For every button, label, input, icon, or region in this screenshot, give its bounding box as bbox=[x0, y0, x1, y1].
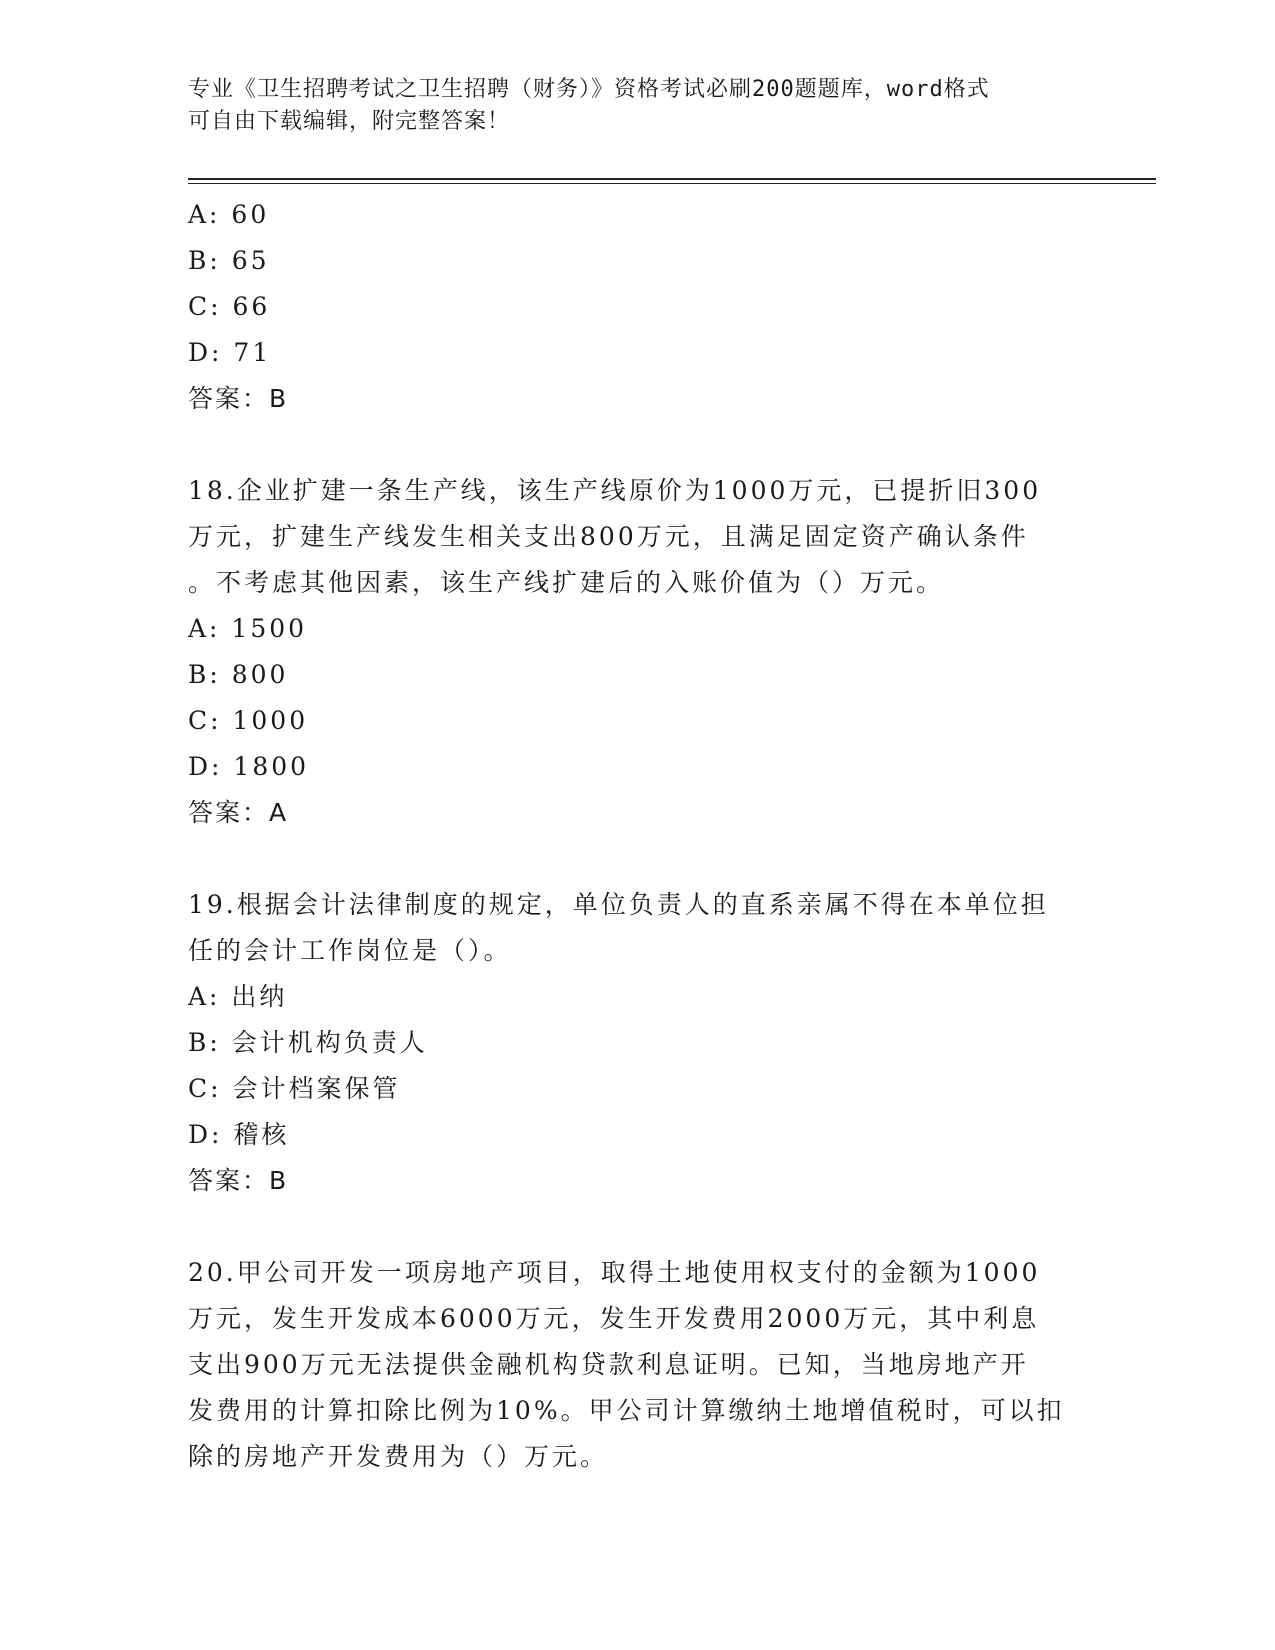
question-text-line: 万元，发生开发成本6000万元，发生开发费用2000万元，其中利息 bbox=[188, 1304, 1040, 1333]
option-c: C: 66 bbox=[188, 292, 271, 321]
question-text-line: 任的会计工作岗位是（）。 bbox=[188, 936, 512, 965]
question-18 bbox=[188, 468, 1088, 836]
header-line-1: 专业《卫生招聘考试之卫生招聘（财务）》资格考试必刷200题题库，word格式 bbox=[188, 77, 990, 102]
question-text-line: 20.甲公司开发一项房地产项目，取得土地使用权支付的金额为1000 bbox=[188, 1258, 1041, 1287]
header-rule-thick bbox=[188, 178, 1156, 180]
option-a: A: 1500 bbox=[188, 614, 308, 643]
question-17 bbox=[188, 192, 1088, 422]
option-d: D: 1800 bbox=[188, 752, 310, 781]
option-a: A: 出纳 bbox=[188, 982, 288, 1011]
answer-line: 答案：B bbox=[188, 384, 289, 413]
question-text-line: 。不考虑其他因素，该生产线扩建后的入账价值为（）万元。 bbox=[188, 568, 945, 597]
option-c: C: 1000 bbox=[188, 706, 309, 735]
answer-line: 答案：A bbox=[188, 798, 289, 827]
document-header bbox=[188, 74, 1088, 138]
option-a: A: 60 bbox=[188, 200, 270, 229]
question-text-line: 支出900万元无法提供金融机构贷款利息证明。已知，当地房地产开 bbox=[188, 1350, 1029, 1379]
answer-line: 答案：B bbox=[188, 1166, 289, 1195]
option-b: B: 65 bbox=[188, 246, 270, 275]
question-text-line: 19.根据会计法律制度的规定，单位负责人的直系亲属不得在本单位担 bbox=[188, 890, 1049, 919]
question-text-line: 除的房地产开发费用为（）万元。 bbox=[188, 1442, 609, 1471]
option-d: D: 稽核 bbox=[188, 1120, 290, 1149]
question-text-line: 18.企业扩建一条生产线，该生产线原价为1000万元，已提折旧300 bbox=[188, 476, 1042, 505]
option-b: B: 会计机构负责人 bbox=[188, 1028, 428, 1057]
question-19 bbox=[188, 882, 1088, 1204]
header-rule-thin bbox=[188, 183, 1156, 184]
header-line-2: 可自由下载编辑，附完整答案！ bbox=[188, 109, 511, 134]
option-b: B: 800 bbox=[188, 660, 289, 689]
question-list bbox=[188, 192, 1088, 1480]
option-d: D: 71 bbox=[188, 338, 272, 367]
question-20 bbox=[188, 1250, 1088, 1480]
option-c: C: 会计档案保管 bbox=[188, 1074, 401, 1103]
question-text-line: 万元，扩建生产线发生相关支出800万元，且满足固定资产确认条件 bbox=[188, 522, 1029, 551]
question-text-line: 发费用的计算扣除比例为10%。甲公司计算缴纳土地增值税时，可以扣 bbox=[188, 1396, 1065, 1425]
